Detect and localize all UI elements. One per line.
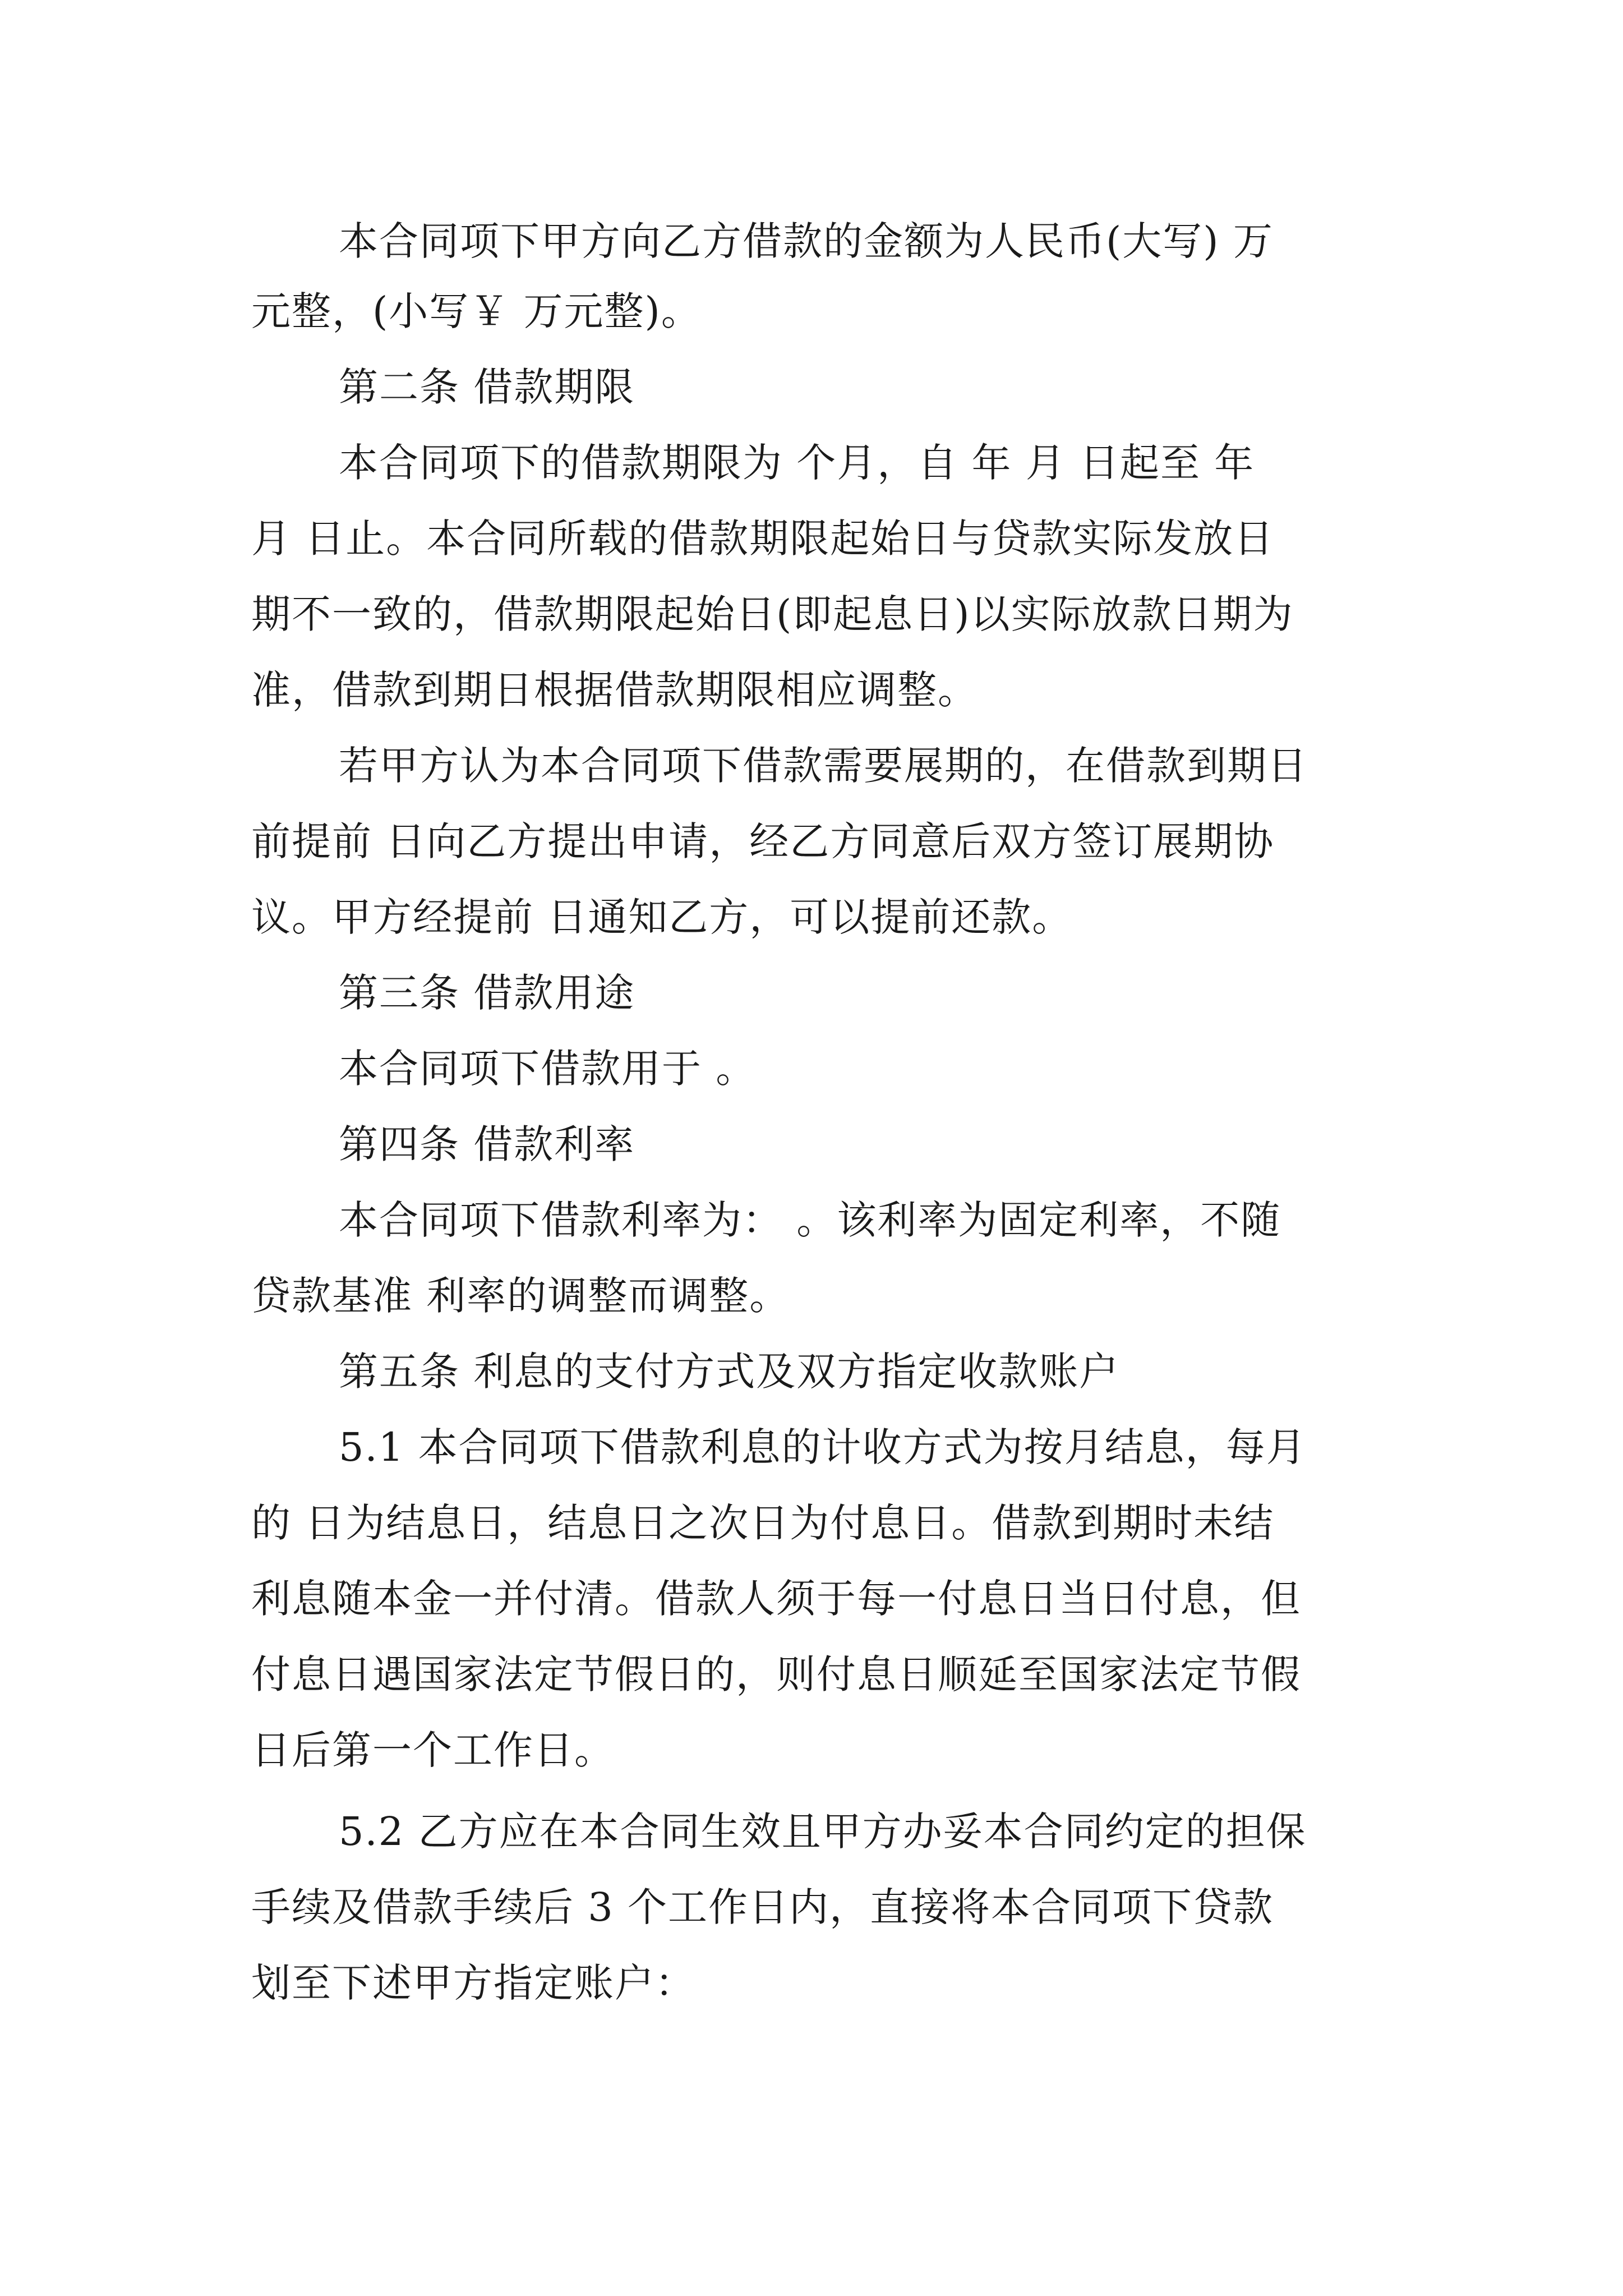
article-heading: 第四条 借款利率 [339, 1121, 635, 1167]
text-line: 若甲方认为本合同项下借款需要展期的，在借款到期日 [339, 743, 1308, 789]
text-line: 的 日为结息日，结息日之次日为付息日。借款到期时未结 [251, 1500, 1275, 1546]
article-heading: 第二条 借款期限 [339, 364, 635, 410]
text-line: 5.2 乙方应在本合同生效且甲方办妥本合同约定的担保 [339, 1809, 1307, 1855]
text-line: 本合同项下借款用于 。 [339, 1046, 757, 1092]
text-line: 划至下述甲方指定账户： [251, 1960, 695, 2006]
text-line: 准，借款到期日根据借款期限相应调整。 [251, 667, 978, 713]
text-line: 手续及借款手续后 3 个工作日内，直接将本合同项下贷款 [251, 1884, 1274, 1930]
text-line: 议。甲方经提前 日通知乙方，可以提前还款。 [251, 894, 1073, 940]
text-line: 前提前 日向乙方提出申请，经乙方同意后双方签订展期协 [251, 818, 1275, 864]
text-line: 5.1 本合同项下借款利息的计收方式为按月结息，每月 [339, 1424, 1307, 1470]
text-line: 日后第一个工作日。 [251, 1727, 615, 1773]
text-line: 付息日遇国家法定节假日的，则付息日顺延至国家法定节假 [251, 1651, 1301, 1697]
article-heading: 第三条 借款用途 [339, 970, 635, 1016]
text-line: 本合同项下甲方向乙方借款的金额为人民币(大写) 万 [339, 218, 1274, 264]
article-heading: 第五条 利息的支付方式及双方指定收款账户 [339, 1349, 1120, 1395]
text-line: 利息随本金一并付清。借款人须于每一付息日当日付息，但 [251, 1576, 1301, 1622]
text-line: 月 日止。本合同所载的借款期限起始日与贷款实际发放日 [251, 516, 1275, 562]
text-line: 本合同项下借款利率为： 。该利率为固定利率，不随 [339, 1197, 1281, 1243]
text-line: 元整，(小写￥ 万元整)。 [251, 288, 702, 334]
text-line: 期不一致的，借款期限起始日(即起息日)以实际放款日期为 [251, 591, 1294, 637]
text-line: 贷款基准 利率的调整而调整。 [251, 1273, 790, 1319]
text-line: 本合同项下的借款期限为 个月，自 年 月 日起至 年 [339, 440, 1255, 486]
